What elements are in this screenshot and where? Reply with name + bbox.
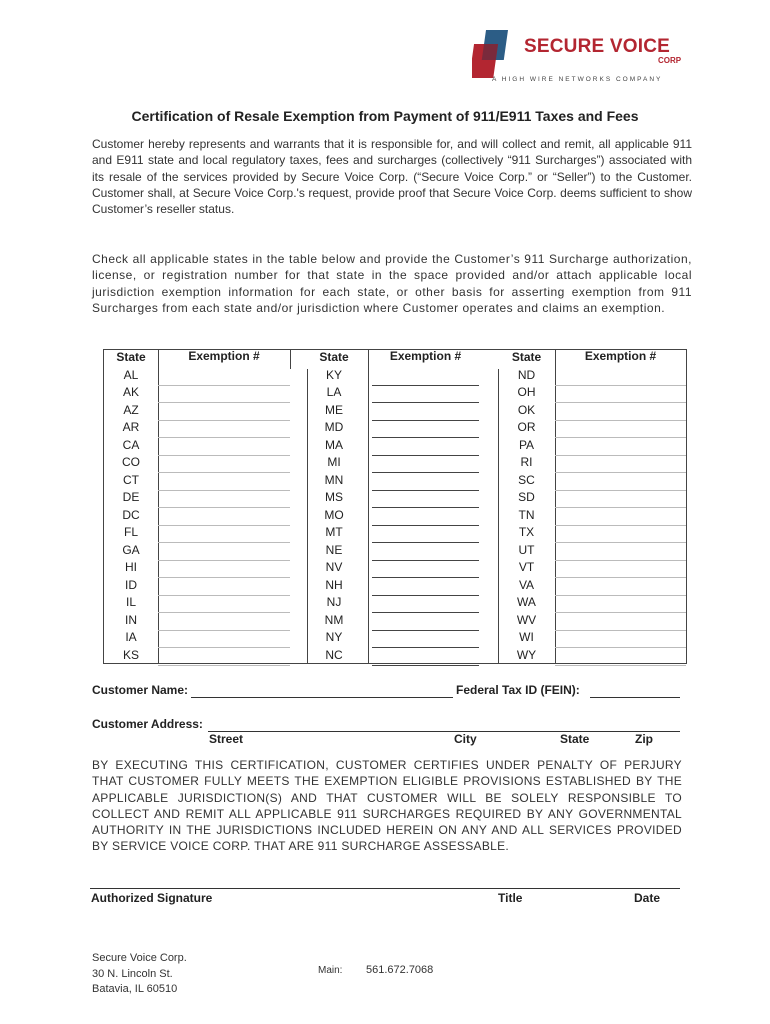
exemption-input-ny[interactable]: [372, 631, 479, 649]
city-label: City: [454, 732, 477, 746]
exemption-input-in[interactable]: [158, 613, 290, 631]
exemption-input-mn[interactable]: [372, 473, 479, 491]
exemption-input-sc[interactable]: [555, 473, 686, 491]
state-dc: DC: [122, 507, 140, 522]
state-ar: AR: [122, 420, 140, 434]
state-il: IL: [125, 595, 136, 609]
date-label: Date: [634, 891, 661, 905]
state-id: ID: [125, 577, 137, 592]
exemption-input-wa[interactable]: [555, 596, 686, 614]
customer-name-label: Customer Name:: [92, 683, 189, 697]
exemption-input-al[interactable]: [158, 368, 290, 386]
state-wv: WV: [516, 612, 537, 627]
state-nm: NM: [324, 612, 344, 627]
state-ct: CT: [123, 472, 139, 487]
fein-label: Federal Tax ID (FEIN):: [456, 683, 580, 697]
authorized-signature-label: Authorized Signature: [91, 891, 213, 905]
page-title: Certification of Resale Exemption from Payment of 911/E911 Taxes and Fees: [131, 108, 639, 124]
exemption-input-ar[interactable]: [158, 421, 290, 439]
state-al: AL: [123, 367, 139, 382]
state-wy: WY: [516, 647, 537, 662]
exemption-header-2: Exemption #: [389, 349, 462, 363]
exemption-header-1: Exemption #: [188, 349, 260, 363]
state-ut: UT: [518, 542, 535, 557]
state-nd: ND: [517, 367, 536, 382]
exemption-input-ca[interactable]: [158, 438, 290, 456]
exemption-input-wv[interactable]: [555, 613, 686, 631]
state-pa: PA: [518, 437, 535, 452]
footer-address: [92, 951, 187, 998]
logo-mark-icon: [472, 30, 518, 80]
exemption-input-va[interactable]: [555, 578, 686, 596]
footer-city: Batavia, IL 60510: [92, 983, 178, 995]
exemption-input-nj[interactable]: [372, 596, 479, 614]
state-ri: RI: [520, 455, 533, 469]
company-logo: [468, 24, 698, 90]
exemption-input-il[interactable]: [158, 596, 290, 614]
state-ny: NY: [325, 630, 343, 644]
intro-paragraph: [92, 136, 692, 217]
logo-tagline: A HIGH WIRE NETWORKS COMPANY: [492, 76, 663, 83]
state-mi: MI: [327, 455, 341, 469]
exemption-input-ut[interactable]: [555, 543, 686, 561]
state-ga: GA: [122, 542, 140, 557]
state-wi: WI: [519, 630, 534, 644]
exemption-input-la[interactable]: [372, 386, 479, 404]
state-ia: IA: [125, 630, 137, 644]
state-la: LA: [326, 385, 342, 399]
instructions-paragraph: [92, 251, 692, 316]
state-col-3: [498, 349, 555, 664]
exemption-input-co[interactable]: [158, 456, 290, 474]
state-sd: SD: [518, 490, 535, 504]
state-nj: NJ: [326, 595, 342, 609]
exemption-input-ok[interactable]: [555, 403, 686, 421]
exemption-header-3: Exemption #: [584, 349, 657, 363]
state-co: CO: [122, 455, 140, 469]
state-wa: WA: [517, 595, 536, 609]
state-nh: NH: [325, 577, 343, 592]
state-me: ME: [325, 402, 343, 417]
exemption-inputs-2: [368, 368, 483, 666]
customer-name-field[interactable]: [191, 696, 453, 698]
exemption-input-ri[interactable]: [555, 456, 686, 474]
exemption-inputs-3: [555, 368, 686, 666]
states-table: [0, 349, 770, 664]
exemption-input-fl[interactable]: [158, 526, 290, 544]
fein-field[interactable]: [590, 696, 680, 698]
exemption-input-az[interactable]: [158, 403, 290, 421]
state-col-2: [300, 349, 368, 664]
exemption-input-pa[interactable]: [555, 438, 686, 456]
state-hi: HI: [125, 560, 137, 574]
state-md: MD: [324, 420, 344, 434]
footer-street: 30 N. Lincoln St.: [92, 967, 173, 980]
exemption-input-ct[interactable]: [158, 473, 290, 491]
logo-name: SECURE VOICE: [524, 36, 670, 57]
logo-corp: CORP: [658, 56, 682, 65]
footer-phone: 561.672.7068: [366, 964, 434, 976]
exemption-input-vt[interactable]: [555, 561, 686, 579]
customer-address-field[interactable]: [208, 730, 680, 732]
state-va: VA: [518, 577, 535, 592]
state-az: AZ: [123, 402, 139, 417]
instructions-text: Check all applicable states in the table below and provide the Customer’s 911 Surcharge authorization, license, or registration number for that state in the space provided and/or attach applicable local jurisdiction exemption information for each state, or other basis for asserting exemption from 911 Surcharges from each state and/or jurisdiction where Customer operates and claims an exemption.: [92, 252, 692, 315]
state-header-2: State: [319, 350, 349, 364]
exemption-input-tn[interactable]: [555, 508, 686, 526]
exemption-input-md[interactable]: [372, 421, 479, 439]
state-header-1: State: [116, 350, 146, 364]
exemption-input-mt[interactable]: [372, 526, 479, 544]
state-oh: OH: [517, 385, 536, 399]
state-ne: NE: [325, 542, 343, 557]
exemption-input-nh[interactable]: [372, 578, 479, 596]
exemption-input-mo[interactable]: [372, 508, 479, 526]
exemption-input-mi[interactable]: [372, 456, 479, 474]
state-or: OR: [517, 420, 536, 434]
customer-address-label: Customer Address:: [92, 717, 203, 731]
exemption-input-nv[interactable]: [372, 561, 479, 579]
street-label: Street: [209, 732, 244, 746]
exemption-input-or[interactable]: [555, 421, 686, 439]
state-ok: OK: [517, 402, 536, 417]
exemption-input-hi[interactable]: [158, 561, 290, 579]
exemption-input-de[interactable]: [158, 491, 290, 509]
footer-main-label: Main:: [318, 965, 343, 976]
footer-company: Secure Voice Corp.: [92, 952, 187, 964]
exemption-input-oh[interactable]: [555, 386, 686, 404]
state-tn: TN: [518, 507, 535, 522]
exemption-input-ia[interactable]: [158, 631, 290, 649]
exemption-input-ms[interactable]: [372, 491, 479, 509]
state-de: DE: [122, 490, 140, 504]
state-in: IN: [125, 612, 137, 627]
intro-text: Customer hereby represents and warrants that it is responsible for, and will collect and remit, all applicable 911 and E911 state and local regulatory taxes, fees and surcharges (collectively “911 Surcharges”) associated with its resale of the services provided by Secure Voice Corp. (“Secure Voice Corp.” or “Seller”) to the Customer. Customer shall, at Secure Voice Corp.'s request, provide proof that Secure Voice Corp. deems sufficient to show Customer’s reseller status.: [92, 137, 692, 217]
state-col-1: [104, 349, 158, 664]
zip-label: Zip: [635, 732, 653, 746]
exemption-input-tx[interactable]: [555, 526, 686, 544]
exemption-input-nd[interactable]: [555, 368, 686, 386]
certification-statement: BY EXECUTING THIS CERTIFICATION, CUSTOMER CERTIFIES UNDER PENALTY OF PERJURY THAT CUSTOMER FULLY MEETS THE EXEMPTION ELIGIBLE PROVISIONS ESTABLISHED BY THE APPLICABLE JURISDICTION(S) AND THAT CUSTOMER WILL BE SOLELY RESPONSIBLE TO COLLECT AND REMIT ALL APPLICABLE 911 SURCHARGES REQUIRED BY ANY GOVERNMENTAL AUTHORITY IN THE JURISDICTIONS INCLUDED HEREIN ON ANY AND ALL SERVICES PROVIDED BY SERVICE VOICE CORP. THAT ARE 911 SURCHARGE ASSESSABLE.: [92, 758, 682, 854]
state-label: State: [560, 732, 590, 746]
exemption-input-wi[interactable]: [555, 631, 686, 649]
state-fl: FL: [123, 525, 138, 539]
exemption-input-ga[interactable]: [158, 543, 290, 561]
exemption-input-id[interactable]: [158, 578, 290, 596]
state-ks: KS: [122, 647, 139, 662]
exemption-input-ne[interactable]: [372, 543, 479, 561]
state-ky: KY: [325, 367, 342, 382]
exemption-input-nm[interactable]: [372, 613, 479, 631]
state-mn: MN: [324, 472, 344, 487]
exemption-input-ma[interactable]: [372, 438, 479, 456]
exemption-input-ky[interactable]: [372, 368, 479, 386]
exemption-input-me[interactable]: [372, 403, 479, 421]
state-ma: MA: [325, 437, 343, 452]
state-mt: MT: [325, 525, 343, 539]
state-nc: NC: [325, 647, 343, 662]
title-label: Title: [498, 891, 523, 905]
state-nv: NV: [325, 560, 343, 574]
state-sc: SC: [518, 472, 535, 487]
state-mo: MO: [324, 507, 344, 522]
exemption-inputs-1: [158, 368, 290, 666]
state-ms: MS: [325, 490, 343, 504]
signature-line[interactable]: [90, 887, 680, 889]
exemption-input-ak[interactable]: [158, 386, 290, 404]
exemption-input-dc[interactable]: [158, 508, 290, 526]
state-vt: VT: [518, 560, 535, 574]
state-header-3: State: [511, 350, 542, 364]
state-tx: TX: [518, 525, 535, 539]
state-ca: CA: [122, 437, 140, 452]
exemption-input-sd[interactable]: [555, 491, 686, 509]
state-ak: AK: [122, 385, 139, 399]
